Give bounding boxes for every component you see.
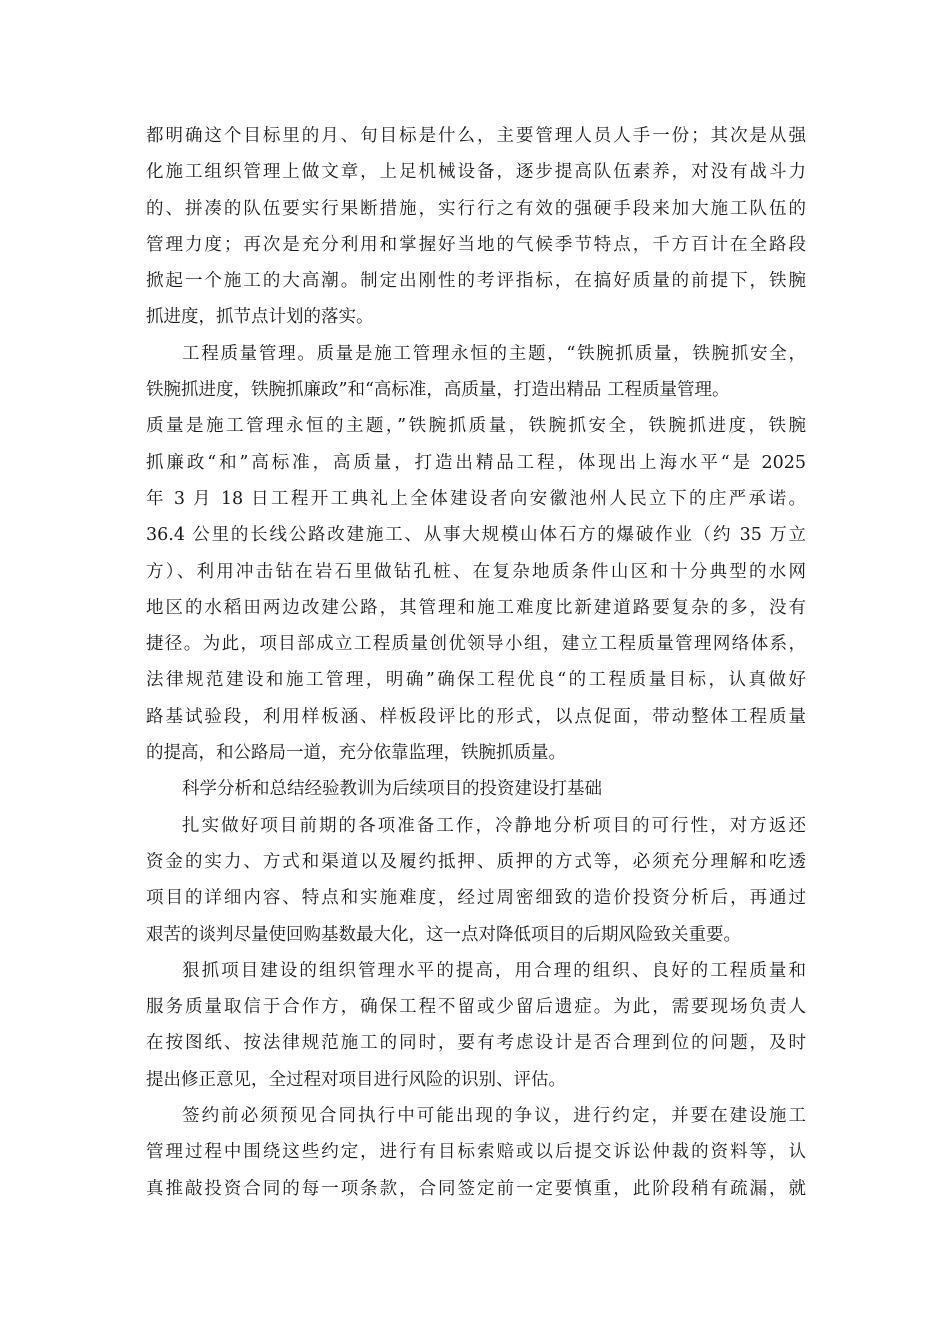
text-line: 路基试验段，利用样板涵、样板段评比的形式，以点促面，带动整体工程质量 [146,706,806,727]
text-line: 服务质量取信于合作方，确保工程不留或少留后遗症。为此，需要现场负责人 [146,997,806,1018]
text-line: 管理力度；再次是充分利用和掌握好当地的气候季节特点，千方百计在全路段 [146,234,806,255]
text-line: 的提高，和公路局一道，充分依靠监理，铁腕抓质量。 [146,743,566,764]
text-line: 都明确这个目标里的月、旬目标是什么，主要管理人员人手一份；其次是从强 [146,126,806,146]
text-line: 真推敲投资合同的每一项条款，合同签定前一定要慎重，此阶段稍有疏漏，就 [146,1178,806,1199]
document-body [146,118,806,1207]
text-line: 管理过程中围绕这些约定，进行有目标索赔或以后提交诉讼仲裁的资料等，认 [146,1142,806,1163]
text-line: 地区的水稻田两边改建公路，其管理和施工难度比新建道路要复杂的多，没有 [146,597,806,618]
text-line: 项目的详细内容、特点和实施难度，经过周密细致的造价投资分析后，再通过 [146,888,806,909]
text-line: 在按图纸、按法律规范施工的同时，要有考虑设计是否合理到位的问题，及时 [146,1033,806,1054]
text-line: 质量是施工管理永恒的主题，”铁腕抓质量，铁腕抓安全，铁腕抓进度，铁腕 [146,416,806,437]
text-line: 艰苦的谈判尽量使回购基数最大化，这一点对降低项目的后期风险致关重要。 [146,924,741,945]
text-line: 铁腕抓进度，铁腕抓廉政”和“高标准，高质量，打造出精品 工程质量管理。 [146,380,730,401]
text-line: 科学分析和总结经验教训为后续项目的投资建设打基础 [182,779,602,800]
text-line: 抓进度，抓节点计划的落实。 [146,307,374,328]
text-line: 捷径。为此，项目部成立工程质量创优领导小组，建立工程质量管理网络体系， [146,634,806,655]
text-line: 扎实做好项目前期的各项准备工作，冷静地分析项目的可行性，对方返还 [182,815,806,836]
text-line: 36.4 公里的长线公路改建施工、从事大规模山体石方的爆破作业（约 35 万立 [146,525,806,546]
text-line: 抓廉政“和”高标准，高质量，打造出精品工程，体现出上海水平“是 2025 [146,452,806,473]
text-line: 法律规范建设和施工管理，明确”确保工程优良“的工程质量目标，认真做好 [146,670,806,691]
text-line: 的、拼凑的队伍要实行果断措施，实行行之有效的强硬手段来加大施工队伍的 [146,198,806,219]
text-line: 化施工组织管理上做文章，上足机械设备，逐步提高队伍素养，对没有战斗力 [146,162,806,183]
text-line: 狠抓项目建设的组织管理水平的提高，用合理的组织、良好的工程质量和 [182,960,806,981]
text-line: 签约前必须预见合同执行中可能出现的争议，进行约定，并要在建设施工 [182,1106,806,1127]
text-line: 掀起一个施工的大高潮。制定出刚性的考评指标，在搞好质量的前提下，铁腕 [146,271,806,292]
text-line: 提出修正意见，全过程对项目进行风险的识别、评估。 [146,1069,566,1090]
text-line: 方）、利用冲击钻在岩石里做钻孔桩、在复杂地质条件山区和十分典型的水网 [146,561,806,582]
text-line: 年 3 月 18 日工程开工典礼上全体建设者向安徽池州人民立下的庄严承诺。 [146,488,806,509]
text-line: 工程质量管理。质量是施工管理永恒的主题，“铁腕抓质量，铁腕抓安全， [182,343,806,364]
text-line: 资金的实力、方式和渠道以及履约抵押、质押的方式等，必须充分理解和吃透 [146,851,806,872]
